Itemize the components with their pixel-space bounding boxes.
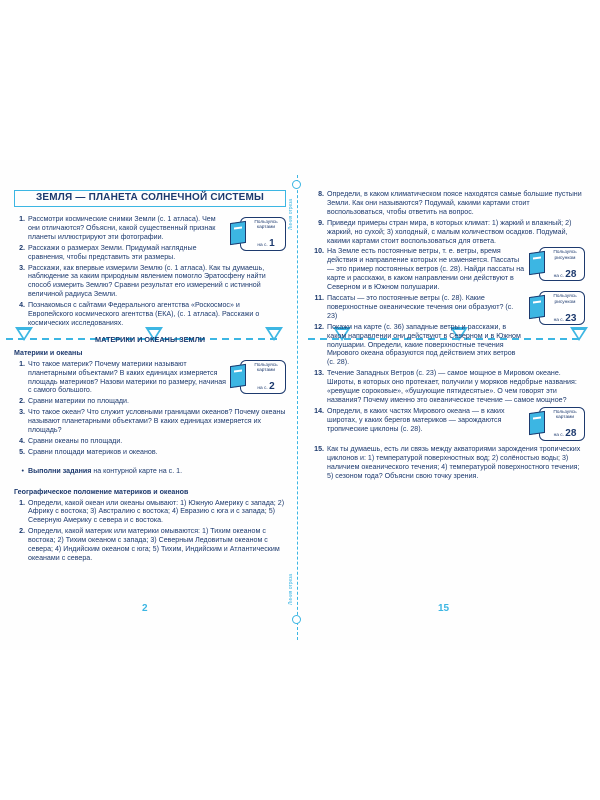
list-item: 1. Определи, какой океан или океаны омывают: 1) Южную Америку с запада; 2) Африку с востока; 3) Австралию с востока; 4) Евразию с юга и с запада; 5) Северную Америку с севера и с востока. — [19, 498, 285, 525]
atlas-book-icon — [230, 364, 246, 388]
list-item: 3. Расскажи, как впервые измерили Землю (с. 1 атласа). Как ты думаешь, наблюдение за каким природным явлением помогло Эратосфену найти способ измерить Землю? Сравни результат его измерений с истинной величиной радиуса Земли. — [19, 263, 266, 299]
list-item: 4. Сравни океаны по площади. — [19, 436, 123, 445]
list-item: 4. Познакомься с сайтами Федерального агентства «Роскосмос» и Европейского космического агентства (ЕКА), (с. 1 атласа). Расскажи о космических исследованиях. — [19, 301, 260, 327]
list-item: 12. Покажи на карте (с. 36) западные ветры и расскажи, в каком направлении они действуют в Северном и в Южном полушарии. Определи, какие поверхностные течения Мирового океана образуются под действием этих ветров (с. 28). — [314, 322, 521, 367]
list-item: 1. Что такое материк? Почему материки называют планетарными объектами? В каких единицах измеряется площадь материков? Назови материки по размеру, начиная с самого большого. — [19, 359, 226, 395]
list-item: 2. Сравни материки по площади. — [19, 397, 129, 406]
cyclones-questions — [313, 407, 585, 443]
page-number-left: 2 — [142, 603, 148, 614]
continents-questions — [14, 360, 286, 457]
atlas-book-icon — [529, 411, 545, 435]
fold-label-bottom: Линия отреза — [288, 573, 294, 605]
intro-questions — [14, 215, 286, 328]
section-title: МАТЕРИКИ И ОКЕАНЫ ЗЕМЛИ — [94, 334, 205, 344]
winds-questions — [313, 247, 585, 367]
list-item: 1. Рассмотри космические снимки Земли (с. 1 атласа). Чем они отличаются? Объясни, какой существенный признак планеты иллюстрируют эти фотографии. — [19, 215, 216, 241]
page-number-right: 15 — [438, 603, 450, 614]
list-item: 9. Приведи примеры стран мира, в которых климат: 1) жаркий и влажный; 2) жаркий, но сухой; 3) холодный, с малым количеством осадков. Подумай, какими картами стоит воспользоваться для ответа. — [318, 218, 572, 245]
atlas-book-icon — [230, 221, 246, 245]
left-page — [14, 190, 286, 565]
list-item: 15. Как ты думаешь, есть ли связь между акваториями зарождения тропических циклонов и: 1) температурой поверхностных вод; 2) солёностью воды; 3) наличием океанического течения; 4) температурой поверхностного течения; 5) сезоном года? Объясни свою точку зрения. — [314, 444, 581, 480]
list-item: 8. Определи, в каком климатическом поясе находятся самые большие пустыни Земли. Как они называются? Подумай, какими картами стоит воспользоваться, чтобы ответить на вопрос. — [318, 190, 582, 216]
atlas-book-icon — [529, 295, 545, 319]
atlas-badge-28: Пользуясь рисунком на с. 28 — [529, 247, 585, 283]
atlas-badge-28b: Пользуясь картами на с. 28 — [529, 407, 585, 443]
subsection-title: Материки и океаны — [14, 348, 83, 357]
right-page — [313, 190, 585, 482]
list-item: 3. Что такое океан? Что служит условными границами океанов? Почему океаны называют планетарными объектами? В каких единицах измеряется их площадь? — [19, 408, 286, 435]
atlas-badge-2: Пользуясь картами на с. 2 — [230, 360, 286, 396]
contour-map-task: • Выполни задания на контурной карте на с. 1. — [14, 467, 286, 476]
fold-label-top: Линия отреза — [288, 198, 294, 230]
atlas-book-icon — [529, 251, 545, 275]
list-item: 10. На Земле есть постоянные ветры, т. е. ветры, время действия и направление которых не изменяется. Пассаты — это пример постоянных ветров (с. 28). Найди пассаты на карте и расскажи, в каком направлении они действуют в Северном и в Южном полушарии. — [314, 247, 525, 292]
fold-cut-line — [297, 175, 299, 640]
list-item: 2. Определи, какой материк или материки омываются: 1) Тихим океаном с востока; 2) Тихим океаном с запада; 3) Северным Ледовитым океаном с севера; 4) Индийским океаном с юга; 5) Тихим, Индийским и Атлантическим океанами с севера. — [19, 527, 280, 562]
list-item: 5. Сравни площади материков и океанов. — [19, 447, 158, 456]
subsection-title: Географическое положение материков и океанов — [14, 487, 189, 496]
bullet-icon: • — [21, 466, 24, 475]
page-title-box — [14, 190, 286, 207]
list-item: 11. Пассаты — это постоянные ветры (с. 28). Какие поверхностные океанические течения они образуют? (с. 23) — [314, 293, 514, 320]
list-item: 14. Определи, в каких частях Мирового океана — в каких широтах, у каких берегов материков — зарождаются тропические циклоны (с. 28). — [314, 406, 505, 433]
list-item: 2. Расскажи о размерах Земли. Придумай наглядные сравнения, чтобы представить эти размеры. — [19, 243, 197, 261]
atlas-badge-1: Пользуясь картами на с. 1 — [230, 217, 286, 253]
scissors-icon — [292, 180, 301, 189]
scissors-icon — [292, 615, 301, 624]
list-item: 13. Течение Западных Ветров (с. 23) — самое мощное в Мировом океане. Широты, в которых оно протекает, получили у моряков недобрые названия: «ревущие сороковые», «бушующие пятидесятые». О чем говорят эти названия? Почему именно это океаническое течение — самое мощное? — [314, 369, 577, 404]
atlas-badge-23: Пользуясь рисунком на с. 23 — [529, 291, 585, 327]
page-title: ЗЕМЛЯ — ПЛАНЕТА СОЛНЕЧНОЙ СИСТЕМЫ — [35, 192, 265, 204]
